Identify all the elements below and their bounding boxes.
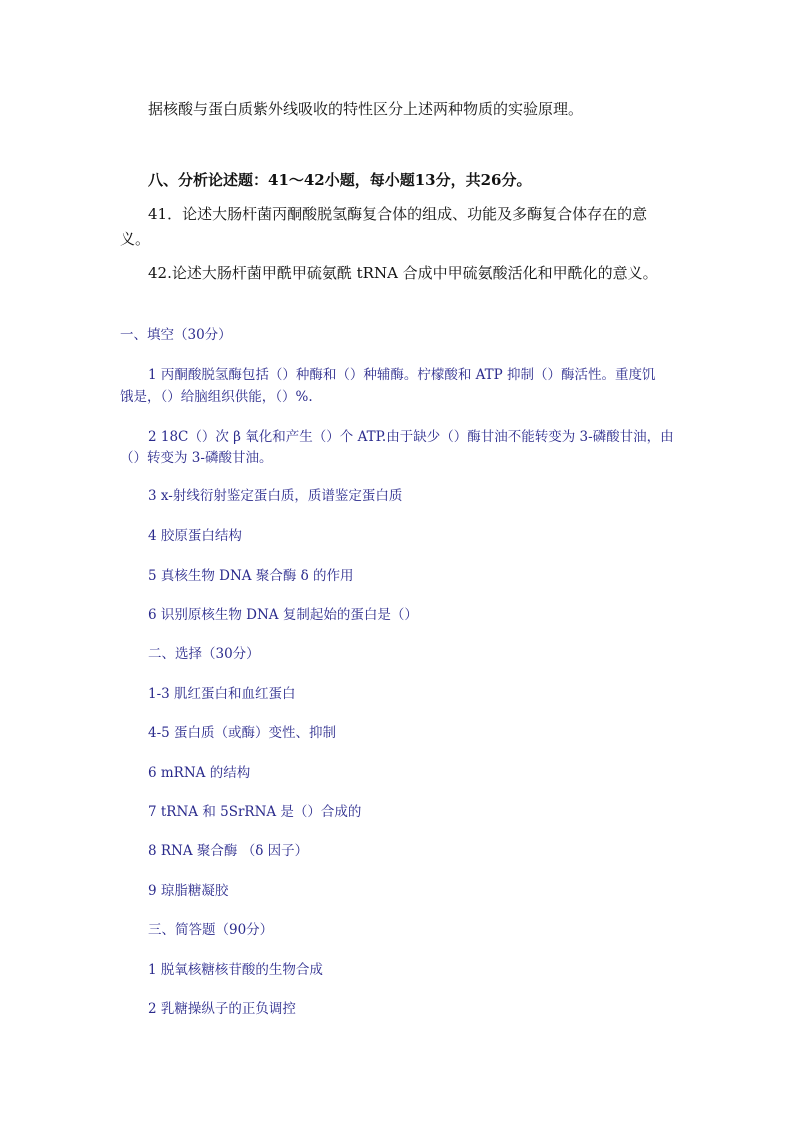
fill-item-3: 3 x-射线衍射鉴定蛋白质，质谱鉴定蛋白质 xyxy=(148,488,403,504)
fill-item-4: 4 胶原蛋白结构 xyxy=(148,528,242,544)
fill-item-2-line2: （）转变为 3-磷酸甘油。 xyxy=(120,450,273,466)
short-answer-item-2: 2 乳糖操纵子的正负调控 xyxy=(148,1001,296,1017)
question-41-line1: 41．论述大肠杆菌丙酮酸脱氢酶复合体的组成、功能及多酶复合体存在的意 xyxy=(148,205,648,223)
choice-item-2: 4-5 蛋白质（或酶）变性、抑制 xyxy=(148,725,337,741)
fill-item-5: 5 真核生物 DNA 聚合酶 δ 的作用 xyxy=(148,568,354,584)
short-answer-item-1: 1 脱氧核糖核苷酸的生物合成 xyxy=(148,962,323,978)
intro-line: 据核酸与蛋白质紫外线吸收的特性区分上述两种物质的实验原理。 xyxy=(148,100,584,118)
question-41-line2: 义。 xyxy=(120,230,151,248)
fill-item-6: 6 识别原核生物 DNA 复制起始的蛋白是（） xyxy=(148,607,418,623)
question-42: 42.论述大肠杆菌甲酰甲硫氨酰 tRNA 合成中甲硫氨酸活化和甲酰化的意义。 xyxy=(148,264,658,282)
choice-item-5: 8 RNA 聚合酶 （δ 因子） xyxy=(148,843,309,859)
choice-item-4: 7 tRNA 和 5SrRNA 是（）合成的 xyxy=(148,804,362,820)
choice-item-1: 1-3 肌红蛋白和血红蛋白 xyxy=(148,686,296,702)
choice-item-3: 6 mRNA 的结构 xyxy=(148,765,251,781)
section-heading-analysis: 八、分析论述题：41～42小题，每小题13分，共26分。 xyxy=(148,171,532,189)
choice-heading: 二、选择（30分） xyxy=(148,646,260,662)
fill-in-heading: 一、填空（30分） xyxy=(120,327,232,343)
choice-item-6: 9 琼脂糖凝胶 xyxy=(148,883,229,899)
fill-item-2-line1: 2 18C（）次 β 氧化和产生（）个 ATP.由于缺少（）酶甘油不能转变为 3-磷酸甘油，由 xyxy=(148,429,674,445)
short-answer-heading: 三、简答题（90分） xyxy=(148,922,274,938)
fill-item-1-line2: 饿是，（）给脑组织供能，（）%. xyxy=(120,389,313,405)
fill-item-1-line1: 1 丙酮酸脱氢酶包括（）种酶和（）种辅酶。柠檬酸和 ATP 抑制（）酶活性。重度饥 xyxy=(148,367,656,383)
